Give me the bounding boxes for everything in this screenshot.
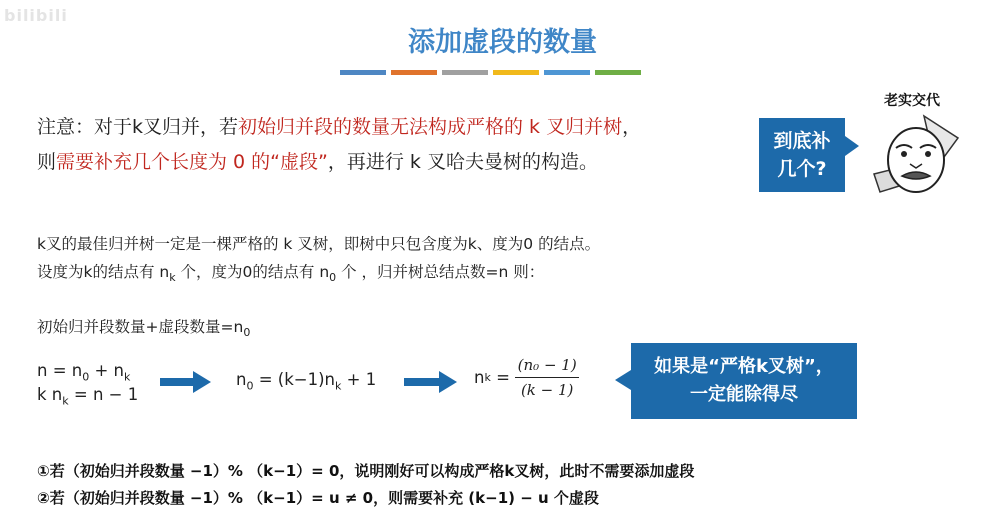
formula-text: = [490,368,516,387]
equation-4 [474,356,579,399]
subscript: k [484,371,491,384]
arrow-shaft [160,378,194,386]
note-text: ，再进行 k 叉哈夫曼树的构造。 [327,151,598,173]
fraction [515,356,579,399]
body-line-3 [37,315,250,339]
right-arrow-icon [193,371,211,393]
body-text: 初始归并段数量+虚段数量=n [37,318,244,336]
equation-2 [37,385,138,407]
subscript: k [335,379,342,393]
body-line-1: k叉的最佳归并树一定是一棵严格的 k 叉树，即树中只包含度为k、度为0 的结点。 [37,235,601,253]
body-text: 设度为k的结点有 n [37,263,170,281]
note-text: 注意：对于k叉归并，若 [37,116,239,138]
subscript: k [62,394,69,408]
formula-text: + 1 [341,370,377,389]
formula-text: = (k−1)n [253,370,335,389]
watermark-logo: bilibili [4,6,68,25]
callout-pointer [845,136,859,156]
callout-line: 到底补 [773,130,831,152]
divider-segment [595,70,641,75]
note-line-1 [37,112,641,142]
equation-3 [236,370,376,392]
callout-pointer [615,370,631,390]
formula-text: n = n [37,361,83,380]
meme-face-icon [866,108,978,212]
body-line-2 [37,260,544,284]
rule-1: ①若（初始归并段数量 −1）% （k−1）= 0，说明刚好可以构成严格k叉树，此时不需要添加虚段 [37,462,695,480]
callout-line: 几个? [777,158,827,180]
fraction-denominator: (k − 1) [520,381,574,399]
divider-segment [493,70,539,75]
arrow-shaft [404,378,440,386]
formula-text: n [236,370,247,389]
question-callout [759,118,845,192]
fraction-numerator: (n₀ − 1) [517,356,577,374]
subscript: k [124,370,131,384]
body-text: 个，度为0的结点有 n [175,263,330,281]
note-line-2 [37,147,598,177]
note-text: 则 [37,151,57,173]
subscript: 0 [82,370,90,384]
divider-segment [544,70,590,75]
divider-segment [442,70,488,75]
note-highlight: 需要补充几个长度为 0 的“虚段” [56,151,328,173]
divider-segment [391,70,437,75]
subscript: k [169,271,176,285]
body-text: 个 ，归并树总结点数=n 则： [336,263,545,281]
meme-caption: 老实交代 [884,93,940,109]
equation-1 [37,361,130,383]
right-arrow-icon [439,371,457,393]
divider-segment [340,70,386,75]
formula-text: = n − 1 [68,385,139,404]
fraction-bar [515,377,579,378]
page-title: 添加虚段的数量 [408,27,597,58]
note-text: ， [622,116,642,138]
formula-text: + n [89,361,125,380]
conclusion-callout [631,343,857,419]
note-highlight: 初始归并段的数量无法构成严格的 k 叉归并树 [238,116,623,138]
subscript: 0 [246,379,254,393]
callout-line: 一定能除得尽 [690,384,798,405]
rule-2: ②若（初始归并段数量 −1）% （k−1）= u ≠ 0，则需要补充 (k−1) − u 个虚段 [37,489,599,507]
subscript: 0 [329,271,337,285]
subscript: 0 [243,326,251,340]
formula-text: k n [37,385,63,404]
callout-line: 如果是“严格k叉树”， [654,356,834,377]
formula-text: n [474,368,485,387]
